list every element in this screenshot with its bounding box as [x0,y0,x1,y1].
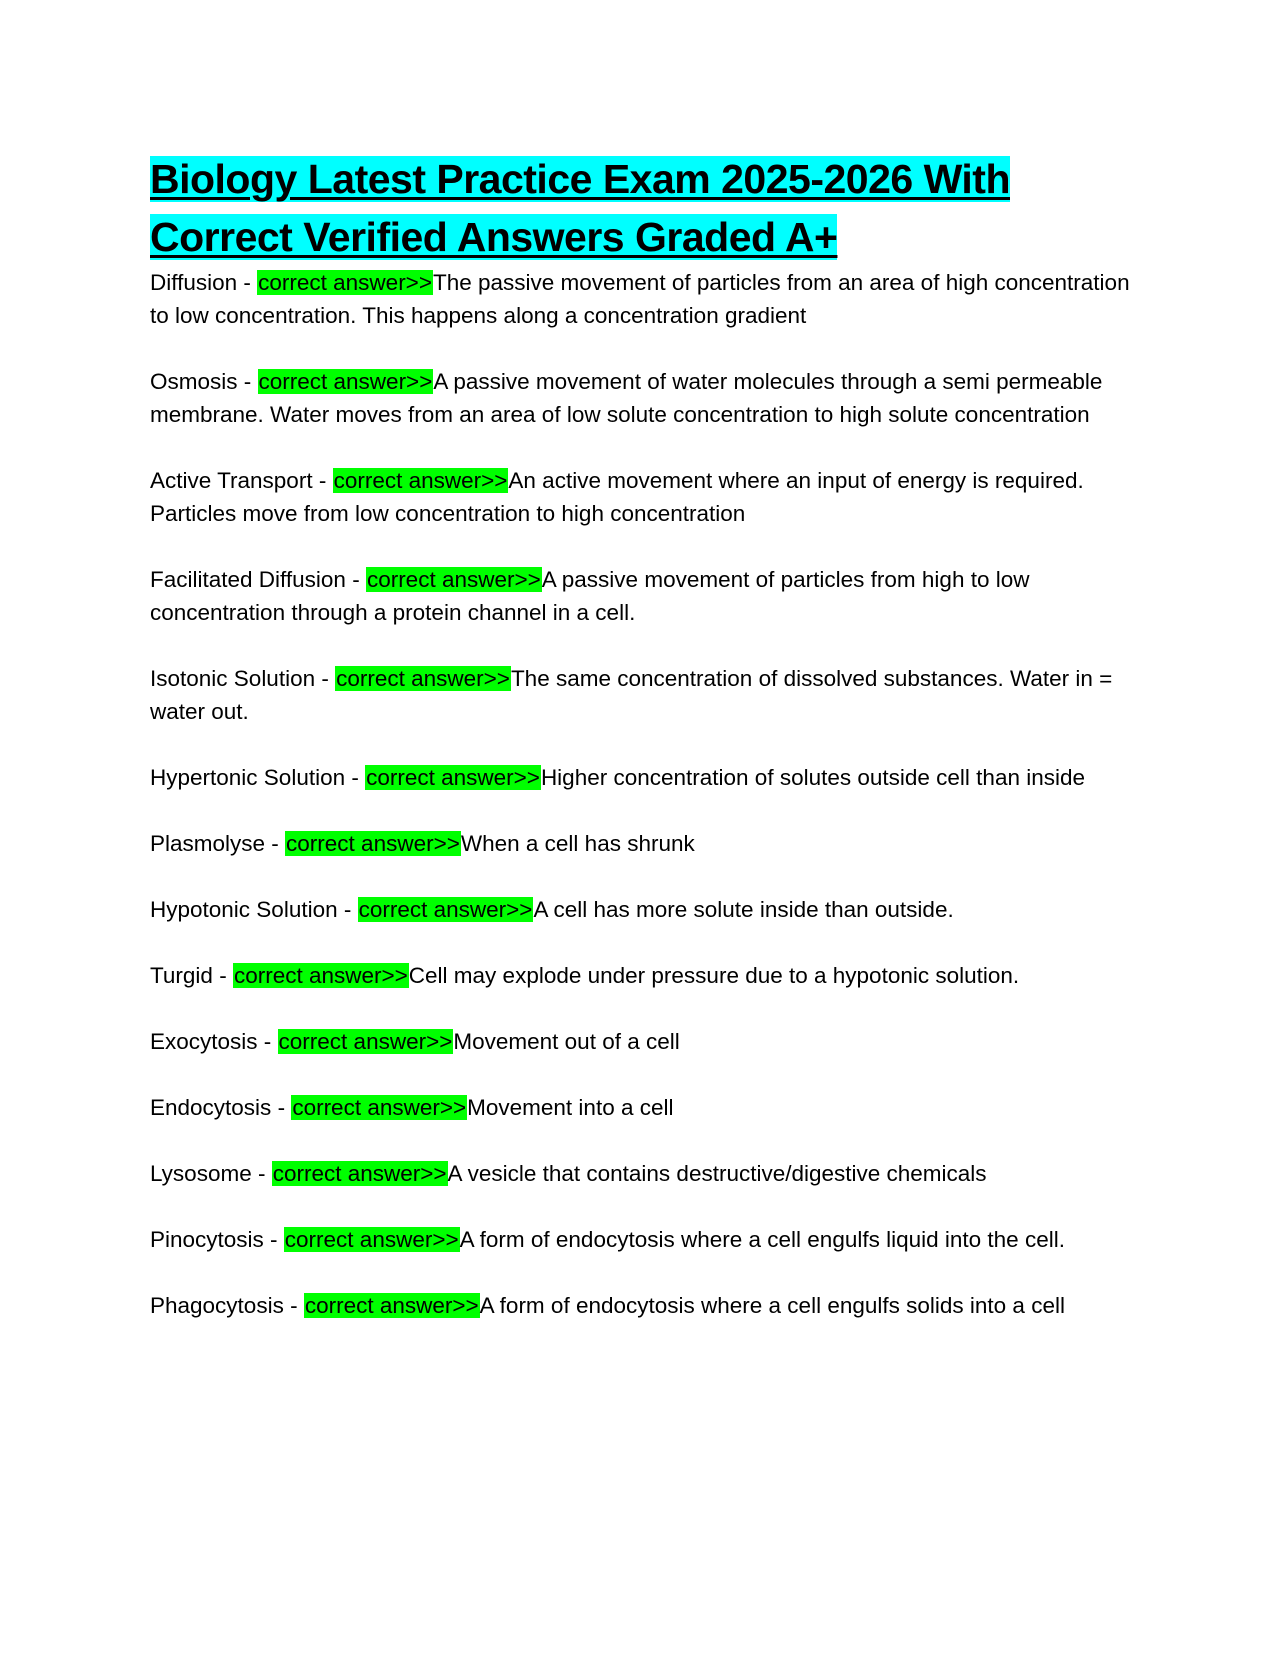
definition: Movement into a cell [467,1095,674,1120]
answer-marker: correct answer>> [258,270,432,295]
separator: - [237,369,258,394]
separator: - [265,831,286,856]
definition: A passive movement of particles from high to low concentration through a protein channel in a cell. [150,567,1030,625]
qa-entry [150,1289,1130,1322]
qa-entry [150,1223,1130,1256]
qa-entry [150,563,1130,629]
answer-marker: correct answer>> [358,897,533,922]
answer-marker: correct answer>> [278,1029,453,1054]
definition: Higher concentration of solutes outside cell than inside [540,765,1086,790]
document-page [150,150,1130,1355]
definition: A passive movement of water molecules through a semi permeable membrane. Water moves from an area of low solute concentration to high solute concentration [150,369,1103,427]
definition: A form of endocytosis where a cell engulfs liquid into the cell. [459,1227,1065,1252]
qa-list [150,266,1130,1322]
title-line-2: Correct Verified Answers Graded A+ [150,214,838,260]
definition: The passive movement of particles from an area of high concentration to low concentration. This happens along a concentration gradient [150,270,1130,328]
term: Lysosome [150,1161,252,1186]
document-title [150,150,1130,266]
term: Active Transport [150,468,313,493]
separator: - [345,567,366,592]
qa-entry [150,1025,1130,1058]
term: Turgid [150,963,213,988]
answer-marker: correct answer>> [366,567,541,592]
qa-entry [150,761,1130,794]
term: Endocytosis [150,1095,272,1120]
definition: A vesicle that contains destructive/digestive chemicals [447,1161,987,1186]
definition: A form of endocytosis where a cell engulfs solids into a cell [479,1293,1065,1318]
separator: - [345,765,366,790]
answer-marker: correct answer>> [286,831,460,856]
term: Hypotonic Solution [150,897,338,922]
separator: - [257,1029,278,1054]
separator: - [212,963,233,988]
separator: - [312,468,333,493]
qa-entry [150,1091,1130,1124]
separator: - [251,1161,272,1186]
definition: An active movement where an input of energy is required. Particles move from low concentration to high concentration [150,468,1084,526]
definition: When a cell has shrunk [460,831,695,856]
separator: - [337,897,358,922]
qa-entry [150,893,1130,926]
qa-entry [150,266,1130,332]
answer-marker: correct answer>> [336,666,510,691]
definition: Cell may explode under pressure due to a hypotonic solution. [408,963,1020,988]
separator: - [263,1227,284,1252]
term: Phagocytosis [150,1293,284,1318]
term: Osmosis [150,369,238,394]
title-line-1: Biology Latest Practice Exam 2025-2026 With [150,156,1010,202]
definition: Movement out of a cell [453,1029,680,1054]
qa-entry [150,959,1130,992]
answer-marker: correct answer>> [272,1161,447,1186]
term: Hypertonic Solution [150,765,346,790]
definition: The same concentration of dissolved substances. Water in = water out. [150,666,1113,724]
answer-marker: correct answer>> [258,369,433,394]
qa-entry [150,464,1130,530]
definition: A cell has more solute inside than outside. [533,897,954,922]
separator: - [315,666,336,691]
term: Pinocytosis [150,1227,264,1252]
term: Exocytosis [150,1029,258,1054]
separator: - [237,270,258,295]
term: Plasmolyse [150,831,266,856]
answer-marker: correct answer>> [366,765,540,790]
term: Isotonic Solution [150,666,316,691]
separator: - [283,1293,304,1318]
term: Facilitated Diffusion [150,567,346,592]
separator: - [271,1095,292,1120]
answer-marker: correct answer>> [304,1293,479,1318]
answer-marker: correct answer>> [333,468,508,493]
qa-entry [150,662,1130,728]
qa-entry [150,1157,1130,1190]
answer-marker: correct answer>> [233,963,408,988]
qa-entry [150,365,1130,431]
answer-marker: correct answer>> [284,1227,459,1252]
qa-entry [150,827,1130,860]
term: Diffusion [150,270,238,295]
answer-marker: correct answer>> [292,1095,467,1120]
